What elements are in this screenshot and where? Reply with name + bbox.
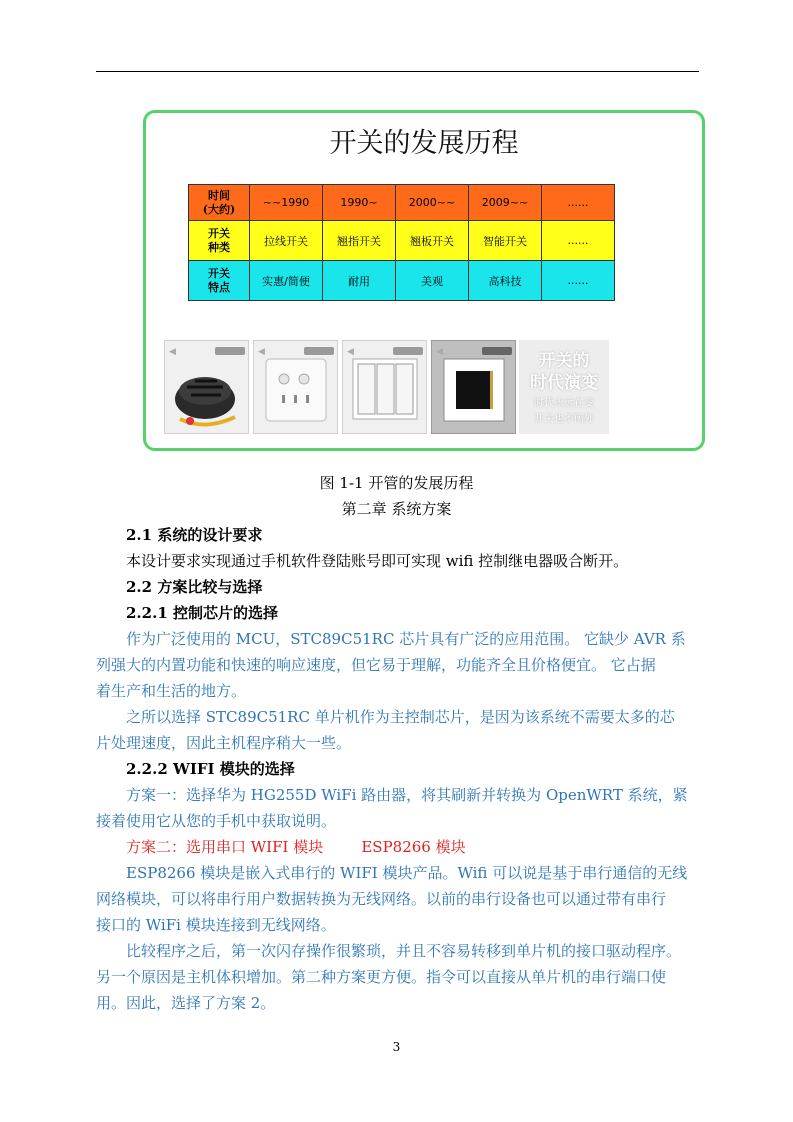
table-row: [189, 221, 615, 261]
table-cell: 智能开关: [469, 221, 542, 261]
table-cell: 耐用: [323, 261, 396, 301]
section-2-1-heading: 2.1 系统的设计要求: [126, 526, 263, 544]
caption-line-4: 开关也不例外: [534, 414, 594, 425]
paragraph-line: 片处理速度，因此主机程序稍大一些。: [96, 734, 352, 752]
table-cell: 高科技: [469, 261, 542, 301]
paragraph-line: 着生产和生活的地方。: [96, 682, 247, 700]
paragraph-line: 之所以选择 STC89C51RC 单片机作为主控制芯片，是因为该系统不需要太多的芯: [126, 708, 675, 726]
figure-title: 开关的发展历程: [329, 128, 519, 159]
smart-panel-icon: [432, 341, 517, 435]
table-cell: [189, 221, 250, 261]
paragraph-line: 接着使用它从您的手机中获取说明。: [96, 812, 337, 830]
paragraph-line: 另一个原因是主机体积增加。第二种方案更方便。指令可以直接从单片机的串行端口使: [96, 968, 667, 986]
paragraph-comparison: [96, 938, 682, 1016]
paragraph-line: 作为广泛使用的 MCU，STC89C51RC 芯片具有广泛的应用范围。 它缺少 AVR 系: [126, 630, 686, 648]
paragraph-scheme-one: [96, 782, 688, 834]
row-label: 开关 种类: [208, 226, 230, 254]
page-number: 3: [392, 1040, 401, 1054]
header-rule: [96, 71, 699, 72]
table-cell: 翘指开关: [323, 221, 396, 261]
section-2-2-2-heading: 2.2.2 WIFI 模块的选择: [126, 760, 295, 778]
figure-caption: 图 1-1 开管的发展历程: [319, 474, 474, 492]
smart-switch-image: [431, 340, 516, 434]
paragraph-line: 列强大的内置功能和快速的响应速度，但它易于理解，功能齐全且价格便宜。 它占据: [96, 656, 656, 674]
table-cell: ......: [542, 261, 615, 301]
paragraph-line: 比较程序之后，第一次闪存操作很繁琐，并且不容易转移到单片机的接口驱动程序。: [126, 942, 682, 960]
table-cell: ~~1990: [250, 185, 323, 221]
paragraph-esp8266: [96, 860, 688, 938]
paragraph-line: 接口的 WiFi 模块连接到无线网络。: [96, 916, 336, 934]
paragraph-line: ESP8266 模块是嵌入式串行的 WIFI 模块产品。Wifi 可以说是基于串行通信的无线: [126, 864, 688, 882]
caption-line-3: 时代永远在变: [534, 398, 594, 409]
table-cell: ......: [542, 185, 615, 221]
pull-switch-image: [164, 340, 249, 434]
scheme-two-line: 方案二：选用串口 WIFI 模块 ESP8266 模块: [126, 838, 466, 856]
table-cell: 2000~~: [396, 185, 469, 221]
table-cell: [189, 261, 250, 301]
pull-switch-icon: [165, 341, 250, 435]
paragraph-line: 用。因此，选择了方案 2。: [96, 994, 276, 1012]
table-cell: 2009~~: [469, 185, 542, 221]
arrow-icon: ◀: [169, 347, 176, 357]
table-row: [189, 261, 615, 301]
arrow-icon: ◀: [347, 347, 354, 357]
section-2-1-text: 本设计要求实现通过手机软件登陆账号即可实现 wifi 控制继电器吸合断开。: [126, 552, 629, 570]
paragraph-line: 方案一：选择华为 HG255D WiFi 路由器，将其刷新并转换为 OpenWRT 系统，紧: [126, 786, 688, 804]
table-cell: 拉线开关: [250, 221, 323, 261]
arrow-icon: ◀: [436, 347, 443, 357]
socket-panel-icon: [254, 341, 339, 435]
toggle-switch-image: [253, 340, 338, 434]
table-cell: 1990~: [323, 185, 396, 221]
caption-line-2: 时代演变: [530, 373, 598, 393]
chapter-title: 第二章 系统方案: [341, 500, 452, 518]
caption-line-1: 开关的: [538, 351, 590, 371]
switch-history-table: [188, 184, 615, 301]
paragraph-line: 网络模块，可以将串行用户数据转换为无线网络。以前的串行设备也可以通过带有串行: [96, 890, 667, 908]
section-2-2-heading: 2.2 方案比较与选择: [126, 578, 263, 596]
table-cell: 美观: [396, 261, 469, 301]
arrow-icon: ◀: [258, 347, 265, 357]
rocker-switch-image: [342, 340, 427, 434]
table-cell: 实惠/简便: [250, 261, 323, 301]
rocker-panel-icon: [343, 341, 428, 435]
paragraph-mcu: [96, 626, 686, 704]
table-cell: 翘板开关: [396, 221, 469, 261]
section-2-2-1-heading: 2.2.1 控制芯片的选择: [126, 604, 278, 622]
table-cell: ......: [542, 221, 615, 261]
switch-evolution-strip: [164, 340, 604, 434]
table-row: [189, 185, 615, 221]
figure-switch-history: [143, 110, 705, 451]
paragraph-stc-choice: [96, 704, 676, 756]
era-caption-card: [519, 340, 609, 434]
header-time-label: 时间 (大约): [202, 188, 236, 216]
table-cell: [189, 185, 250, 221]
row-label: 开关 特点: [208, 266, 230, 294]
